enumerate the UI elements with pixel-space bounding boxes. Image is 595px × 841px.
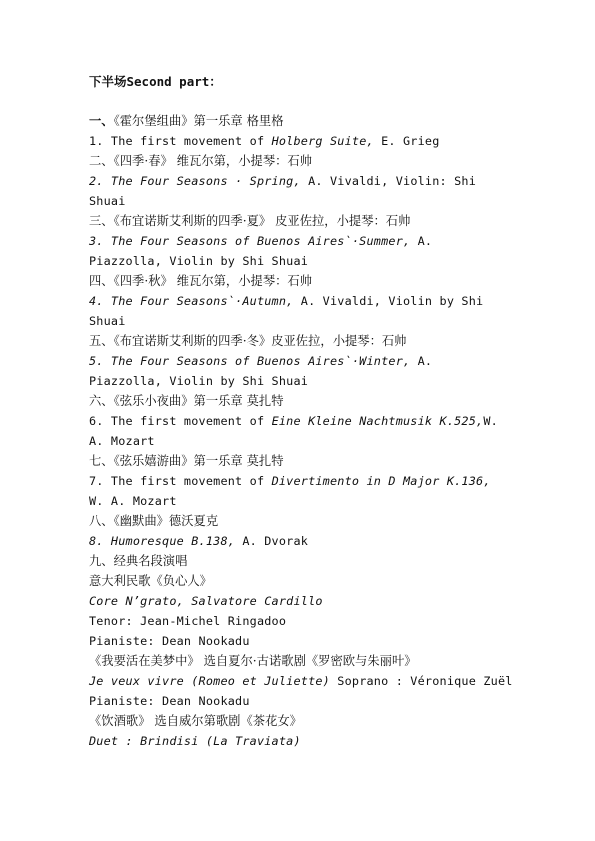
item-1-en-work: Holberg Suite,	[271, 134, 374, 148]
program-content	[89, 72, 513, 751]
item-7-en	[89, 471, 509, 511]
item-5-en-performer: A. Piazzolla, Violin by Shi Shuai	[89, 354, 433, 388]
song-1-tenor: Tenor: Jean-Michel Ringadoo	[89, 614, 287, 628]
item-7-en-composer: W. A. Mozart	[89, 494, 177, 508]
song-2-en-soprano: Soprano : Véronique Zuël	[329, 674, 513, 688]
item-7-zh: 七、《弦乐嬉游曲》第一乐章 莫扎特	[89, 454, 284, 468]
section-heading: 下半场Second part：	[89, 74, 222, 89]
item-3-en-performer: A. Piazzolla, Violin by Shi Shuai	[89, 234, 433, 268]
item-5-zh: 五、《布宜诺斯艾利斯的四季·冬》皮亚佐拉，小提琴：石帅	[89, 334, 407, 348]
song-1-en-title: Core N’grato, Salvatore Cardillo	[89, 594, 323, 608]
item-4-en-work: 4. The Four Seasons`·Autumn,	[89, 294, 294, 308]
item-6-en-composer: W. A. Mozart	[89, 414, 498, 448]
item-6-en	[89, 411, 509, 451]
item-5-en	[89, 351, 509, 391]
item-8-en-composer: A. Dvorak	[235, 534, 309, 548]
item-2-zh: 二、《四季·春》 维瓦尔第，小提琴：石帅	[89, 154, 313, 168]
song-3-en-title: Duet : Brindisi (La Traviata)	[89, 734, 301, 748]
item-3-en-work: 3. The Four Seasons of Buenos Aires`·Summer,	[89, 234, 411, 248]
item-2-en-performer: A. Vivaldi, Violin: Shi Shuai	[89, 174, 477, 208]
item-4-en-performer: A. Vivaldi, Violin by Shi Shuai	[89, 294, 484, 328]
item-6-en-work: Eine Kleine Nachtmusik K.525,	[271, 414, 484, 428]
song-2-zh: 《我要活在美梦中》 选自夏尔·古诺歌剧《罗密欧与朱丽叶》	[89, 654, 417, 668]
item-1-zh	[89, 111, 509, 131]
item-4-zh: 四、《四季·秋》 维瓦尔第，小提琴：石帅	[89, 274, 313, 288]
item-7-en-work: Divertimento in D Major K.136,	[271, 474, 491, 488]
item-2-en	[89, 171, 509, 211]
song-2-en	[89, 671, 513, 691]
song-1-pianist: Pianiste: Dean Nookadu	[89, 634, 250, 648]
item-9-zh: 九、经典名段演唱	[89, 554, 188, 568]
item-5-en-work: 5. The Four Seasons of Buenos Aires`·Winter,	[89, 354, 411, 368]
song-3-en	[89, 731, 509, 751]
item-1-en-prefix: 1. The first movement of	[89, 134, 272, 148]
song-3-zh: 《饮酒歌》 选自威尔第歌剧《茶花女》	[89, 714, 302, 728]
item-8-en-work: 8. Humoresque B.138,	[89, 534, 236, 548]
item-1-en	[89, 131, 509, 151]
item-6-zh: 六、《弦乐小夜曲》第一乐章 莫扎特	[89, 394, 284, 408]
item-8-zh: 八、《幽默曲》德沃夏克	[89, 514, 219, 528]
item-1-zh-title: 《霍尔堡组曲》第一乐章 格里格	[113, 114, 284, 128]
item-3-en	[89, 231, 509, 271]
item-4-en	[89, 291, 509, 331]
song-2-en-title: Je veux vivre (Romeo et Juliette)	[89, 674, 330, 688]
item-3-zh: 三、《布宜诺斯艾利斯的四季·夏》 皮亚佐拉，小提琴：石帅	[89, 214, 411, 228]
item-8-en	[89, 531, 509, 551]
item-6-en-prefix: 6. The first movement of	[89, 414, 272, 428]
item-1-en-composer: E. Grieg	[373, 134, 440, 148]
song-2-pianist: Pianiste: Dean Nookadu	[89, 694, 250, 708]
song-1-zh: 意大利民歌《负心人》	[89, 574, 212, 588]
item-2-en-work: 2. The Four Seasons · Spring,	[89, 174, 301, 188]
song-1-en	[89, 591, 509, 611]
item-1-number: 一、	[89, 113, 114, 128]
item-7-en-prefix: 7. The first movement of	[89, 474, 272, 488]
